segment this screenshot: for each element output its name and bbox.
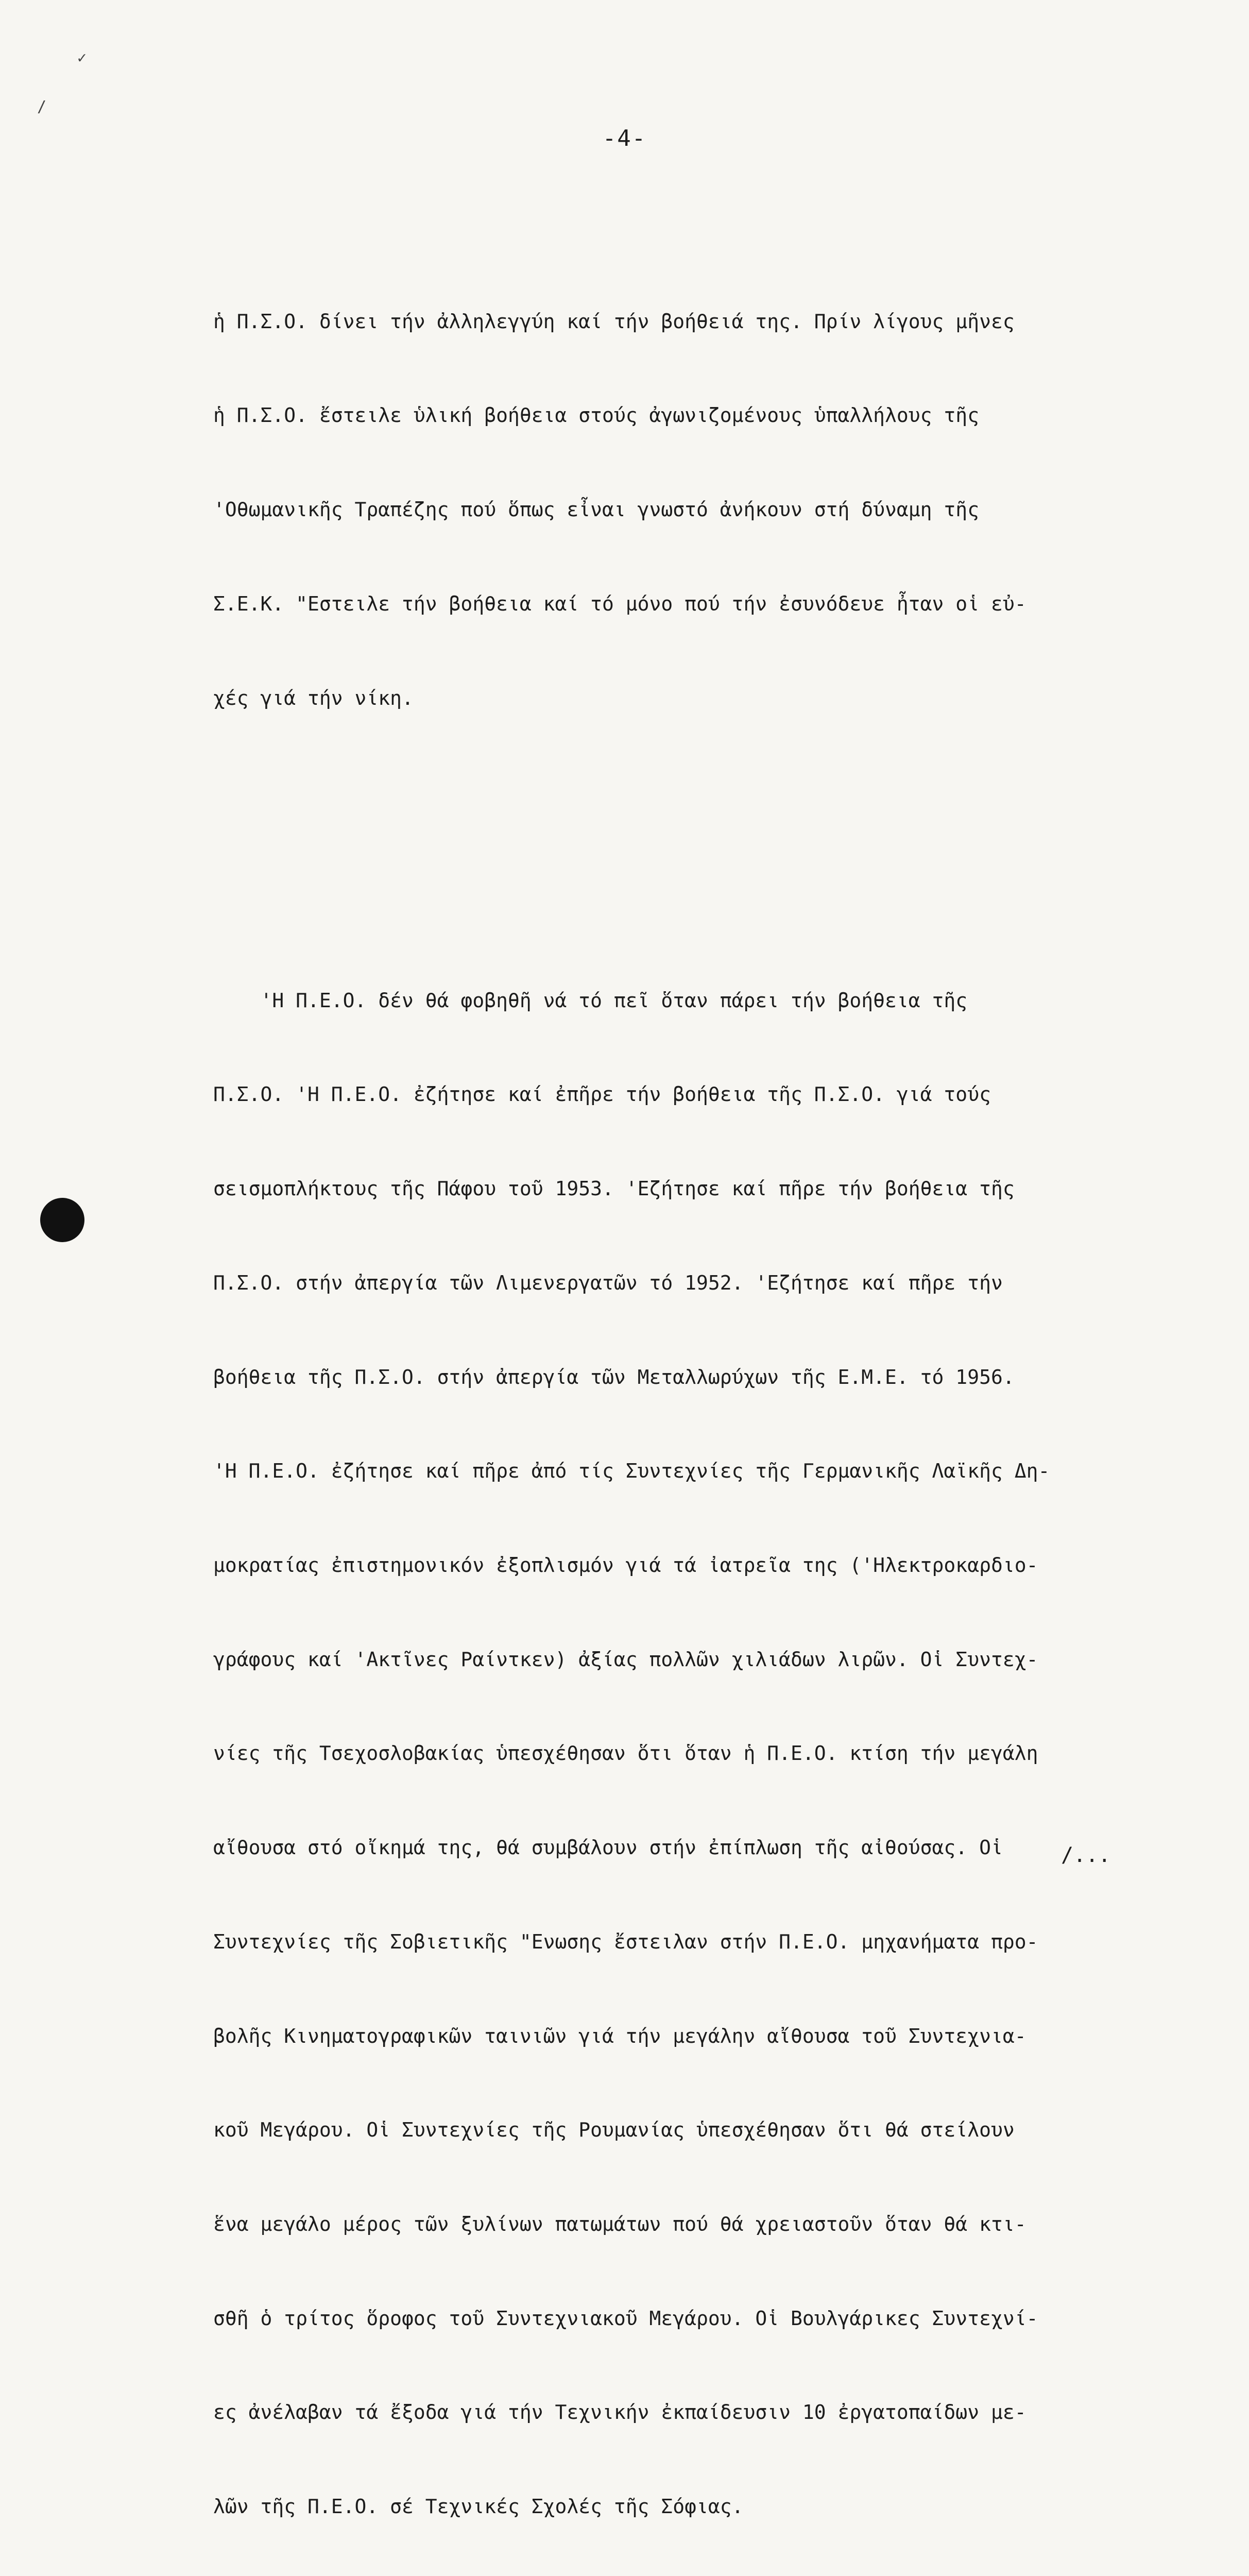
corner-mark-2: / [37, 98, 47, 116]
text-line: κοῦ Μεγάρου. Οἱ Συντεχνίες τῆς Ρουμανίας ὑπεσχέθησαν ὅτι θά στείλουν [213, 2119, 1015, 2142]
text-line: λῶν τῆς Π.Ε.Ο. σέ Τεχνικές Σχολές τῆς Σόφιας. [213, 2495, 744, 2518]
text-line: γράφους καί 'Ακτῖνες Ραίντκεν) ἀξίας πολλῶν χιλιάδων λιρῶν. Οἱ Συντεχ- [213, 1648, 1038, 1671]
text-line: 'Η Π.Ε.Ο. ἐζήτησε καί πῆρε ἀπό τίς Συντεχνίες τῆς Γερμανικῆς Λαϊκῆς Δη- [213, 1460, 1050, 1483]
text-line: Συντεχνίες τῆς Σοβιετικῆς "Ενωσης ἔστειλαν στήν Π.Ε.Ο. μηχανήματα προ- [213, 1930, 1038, 1953]
text-line: μοκρατίας ἐπιστημονικόν ἐξοπλισμόν γιά τά ἰατρεῖα της ('Ηλεκτροκαρδιο- [213, 1553, 1038, 1577]
text-line: ἡ Π.Σ.Ο. ἔστειλε ὑλική βοήθεια στούς ἀγωνιζομένους ὑπαλλήλους τῆς [213, 404, 980, 427]
text-line: βοήθεια τῆς Π.Σ.Ο. στήν ἀπεργία τῶν Μεταλλωρύχων τῆς Ε.Μ.Ε. τό 1956. [213, 1365, 1015, 1388]
text-line: βολῆς Κινηματογραφικῶν ταινιῶν γιά τήν μεγάλην αἴθουσα τοῦ Συντεχνια- [213, 2024, 1026, 2047]
hole-punch [40, 1198, 84, 1242]
text-line: ἡ Π.Σ.Ο. δίνει τήν ἀλληλεγγύη καί τήν βοήθειά της. Πρίν λίγους μῆνες [213, 310, 1015, 333]
text-line: σεισμοπλήκτους τῆς Πάφου τοῦ 1953. 'Εζήτησε καί πῆρε τήν βοήθεια τῆς [213, 1177, 1015, 1200]
text-line: 'Η Π.Ε.Ο. δέν θά φοβηθῆ νά τό πεῖ ὅταν πάρει τήν βοήθεια τῆς [213, 989, 968, 1012]
paragraph-1 [213, 243, 1192, 776]
document-body [213, 180, 1192, 2576]
paragraph-2 [213, 922, 1192, 2576]
text-line: αἴθουσα στό οἴκημά της, θά συμβάλουν στήν ἐπίπλωση τῆς αἰθούσας. Οἱ [213, 1836, 1003, 1859]
text-line: ες ἀνέλαβαν τά ἔξοδα γιά τήν Τεχνικήν ἐκπαίδευσιν 10 ἐργατοπαίδων με- [213, 2401, 1026, 2424]
text-line: Π.Σ.Ο. 'Η Π.Ε.Ο. ἐζήτησε καί ἐπῆρε τήν βοήθεια τῆς Π.Σ.Ο. γιά τούς [213, 1083, 991, 1106]
page-number: -4- [602, 125, 647, 151]
corner-mark: ✓ [77, 49, 87, 67]
text-line: 'Οθωμανικῆς Τραπέζης πού ὅπως εἶναι γνωστό ἀνήκουν στή δύναμη τῆς [213, 498, 980, 521]
text-line: Π.Σ.Ο. στήν ἀπεργία τῶν Λιμενεργατῶν τό 1952. 'Εζήτησε καί πῆρε τήν [213, 1271, 1003, 1294]
text-line: Σ.Ε.Κ. "Εστειλε τήν βοήθεια καί τό μόνο πού τήν ἐσυνόδευε ἦταν οἱ εὐ- [213, 592, 1026, 615]
text-line: νίες τῆς Τσεχοσλοβακίας ὑπεσχέθησαν ὅτι ὅταν ἡ Π.Ε.Ο. κτίση τήν μεγάλη [213, 1742, 1038, 1765]
text-line: χές γιά τήν νίκη. [213, 686, 414, 709]
text-line: σθῆ ὁ τρίτος ὅροφος τοῦ Συντεχνιακοῦ Μεγάρου. Οἱ Βουλγάρικες Συντεχνί- [213, 2307, 1038, 2330]
continuation-mark: /... [1061, 1843, 1111, 1867]
text-line: ἕνα μεγάλο μέρος τῶν ξυλίνων πατωμάτων πού θά χρειαστοῦν ὅταν θά κτι- [213, 2213, 1026, 2235]
